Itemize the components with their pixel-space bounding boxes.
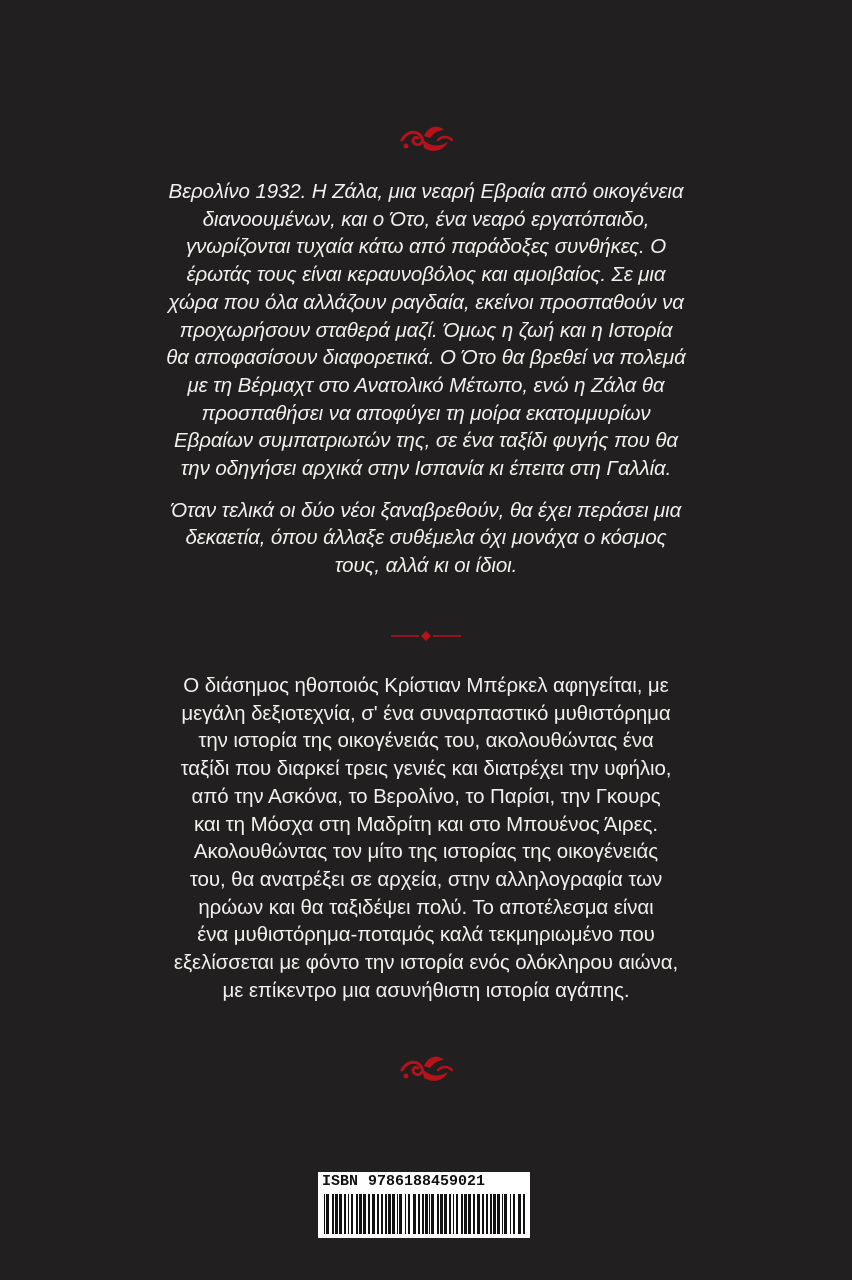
synopsis: [120, 178, 732, 580]
barcode-bar: [437, 1194, 439, 1234]
barcode-bar: [477, 1194, 480, 1234]
barcode-bar: [381, 1194, 383, 1234]
barcode-bar: [344, 1194, 346, 1234]
barcode-bar: [339, 1194, 342, 1234]
text-line: ηρώων και θα ταξιδέψει πολύ. Το αποτέλεσμα είναι: [198, 895, 654, 919]
text-line: προσπαθήσει να αποφύγει τη μοίρα εκατομμυρίων: [201, 401, 651, 425]
barcode-bar: [513, 1194, 515, 1234]
barcode-bar: [405, 1194, 406, 1234]
text-line: την ιστορία της οικογένειάς του, ακολουθώντας ένα: [198, 729, 654, 753]
barcode-bar: [388, 1194, 391, 1234]
barcode-bar: [377, 1194, 379, 1234]
text-line: Εβραίων συμπατριωτών της, σε ένα ταξίδι φυγής που θα: [174, 429, 678, 453]
barcode-bar: [431, 1194, 434, 1234]
text-line: του, θα ανατρέξει σε αρχεία, στην αλληλογραφία των: [189, 867, 663, 891]
text-line: Όταν τελικά οι δύο νέοι ξαναβρεθούν, θα έχει περάσει μια: [170, 498, 682, 522]
barcode-bar: [493, 1194, 496, 1234]
barcode-bar: [490, 1194, 492, 1234]
barcode-bar: [348, 1194, 349, 1234]
text-line: από την Ασκόνα, το Βερολίνο, το Παρίσι, την Γκουρς: [191, 784, 661, 808]
barcode-bar: [392, 1194, 395, 1234]
text-line: δεκαετία, όπου άλλαξε συθέμελα όχι μονάχα ο κόσμος: [185, 526, 667, 550]
barcode-bar: [326, 1194, 329, 1234]
barcode-bar: [468, 1194, 471, 1234]
barcode-bar: [399, 1194, 402, 1234]
text-line: μεγάλη δεξιοτεχνία, σ' ένα συναρπαστικό μυθιστόρημα: [181, 701, 671, 725]
barcode-bar: [504, 1194, 507, 1234]
text-line: Ο διάσημος ηθοποιός Κρίστιαν Μπέρκελ αφηγείται, με: [183, 674, 669, 697]
barcode-bar: [418, 1194, 420, 1234]
barcode-bar: [449, 1194, 451, 1234]
barcode-bar: [464, 1194, 467, 1234]
author-paragraph: [120, 672, 732, 1004]
barcode-bar: [332, 1194, 334, 1234]
barcode-bar: [324, 1194, 325, 1234]
text-line: με τη Βέρμαχτ στο Ανατολικό Μέτωπο, ενώ η Ζάλα θα: [187, 373, 665, 397]
barcode-bar: [335, 1194, 338, 1234]
barcode-bar: [429, 1194, 430, 1234]
barcode-bar: [456, 1194, 458, 1234]
barcode-bar: [461, 1194, 463, 1234]
text-line: με επίκεντρο μια ασυνήθιστη ιστορία αγάπης.: [222, 978, 630, 1002]
barcode-bar: [510, 1194, 511, 1234]
isbn-number: 9786188459021: [368, 1173, 486, 1190]
barcode-bar: [453, 1194, 454, 1234]
barcode-bar: [351, 1194, 353, 1234]
barcode-icon: [322, 1194, 526, 1234]
barcode-bar: [408, 1194, 410, 1234]
barcode-bar: [363, 1194, 366, 1234]
isbn-barcode-block: [318, 1172, 530, 1238]
text-line: γνωρίζονται τυχαία κάτω από παράδοξες συνθήκες. Ο: [185, 235, 667, 259]
text-line: χώρα που όλα αλλάζουν ραγδαία, εκείνοι προσπαθούν να: [168, 290, 684, 314]
text-line: προχωρήσουν σταθερά μαζί. Όμως η ζωή και η Ιστορία: [179, 318, 673, 342]
text-line: έρωτάς τους είναι κεραυνοβόλος και αμοιβαίος. Σε μια: [186, 263, 666, 287]
barcode-bar: [518, 1194, 521, 1234]
isbn-prefix: ISBN: [322, 1173, 359, 1190]
synopsis-paragraph-2: [120, 497, 732, 580]
divider-ornament-icon: [391, 630, 461, 642]
barcode-bar: [385, 1194, 387, 1234]
author-description: [120, 672, 732, 1004]
barcode-bar: [440, 1194, 443, 1234]
text-line: διανοουμένων, και ο Ότο, ένα νεαρό εργατόπαιδο,: [202, 207, 650, 231]
ornament-flourish-icon: [394, 118, 458, 158]
text-line: Βερολίνο 1932. Η Ζάλα, μια νεαρή Εβραία από οικογένεια: [168, 180, 684, 203]
barcode-bar: [368, 1194, 370, 1234]
barcode-bar: [502, 1194, 503, 1234]
barcode-bar: [444, 1194, 447, 1234]
text-line: θα αποφασίσουν διαφορετικά. Ο Ότο θα βρεθεί να πολεμά: [166, 346, 686, 370]
barcode-bar: [523, 1194, 525, 1234]
barcode-bar: [372, 1194, 375, 1234]
ornament-flourish-icon: [394, 1048, 458, 1088]
text-line: την οδηγήσει αρχικά στην Ισπανία κι έπειτα στη Γαλλία.: [180, 457, 672, 481]
barcode-bar: [486, 1194, 488, 1234]
barcode-bar: [482, 1194, 484, 1234]
text-line: Ακολουθώντας τον μίτο της ιστορίας της οικογένειάς: [193, 840, 659, 864]
synopsis-paragraph-1: [120, 178, 732, 483]
barcode-bar: [425, 1194, 428, 1234]
barcode-bar: [497, 1194, 500, 1234]
barcode-bar: [356, 1194, 358, 1234]
text-line: τους, αλλά κι οι ίδιοι.: [334, 554, 518, 578]
isbn-label: [318, 1172, 530, 1192]
text-line: εξελίσσεται με φόντο την ιστορία ενός ολόκληρου αιώνα,: [173, 951, 679, 975]
barcode-bar: [359, 1194, 362, 1234]
barcode-bar: [473, 1194, 475, 1234]
barcode-bar: [413, 1194, 416, 1234]
text-line: ταξίδι που διαρκεί τρεις γενιές και διατρέχει την υφήλιο,: [180, 757, 672, 781]
barcode-bar: [397, 1194, 398, 1234]
barcode-bar: [422, 1194, 424, 1234]
text-line: ένα μυθιστόρημα-ποταμός καλά τεκμηριωμένο που: [197, 923, 655, 947]
text-line: και τη Μόσχα στη Μαδρίτη και στο Μπουένος Άιρες.: [193, 812, 659, 836]
